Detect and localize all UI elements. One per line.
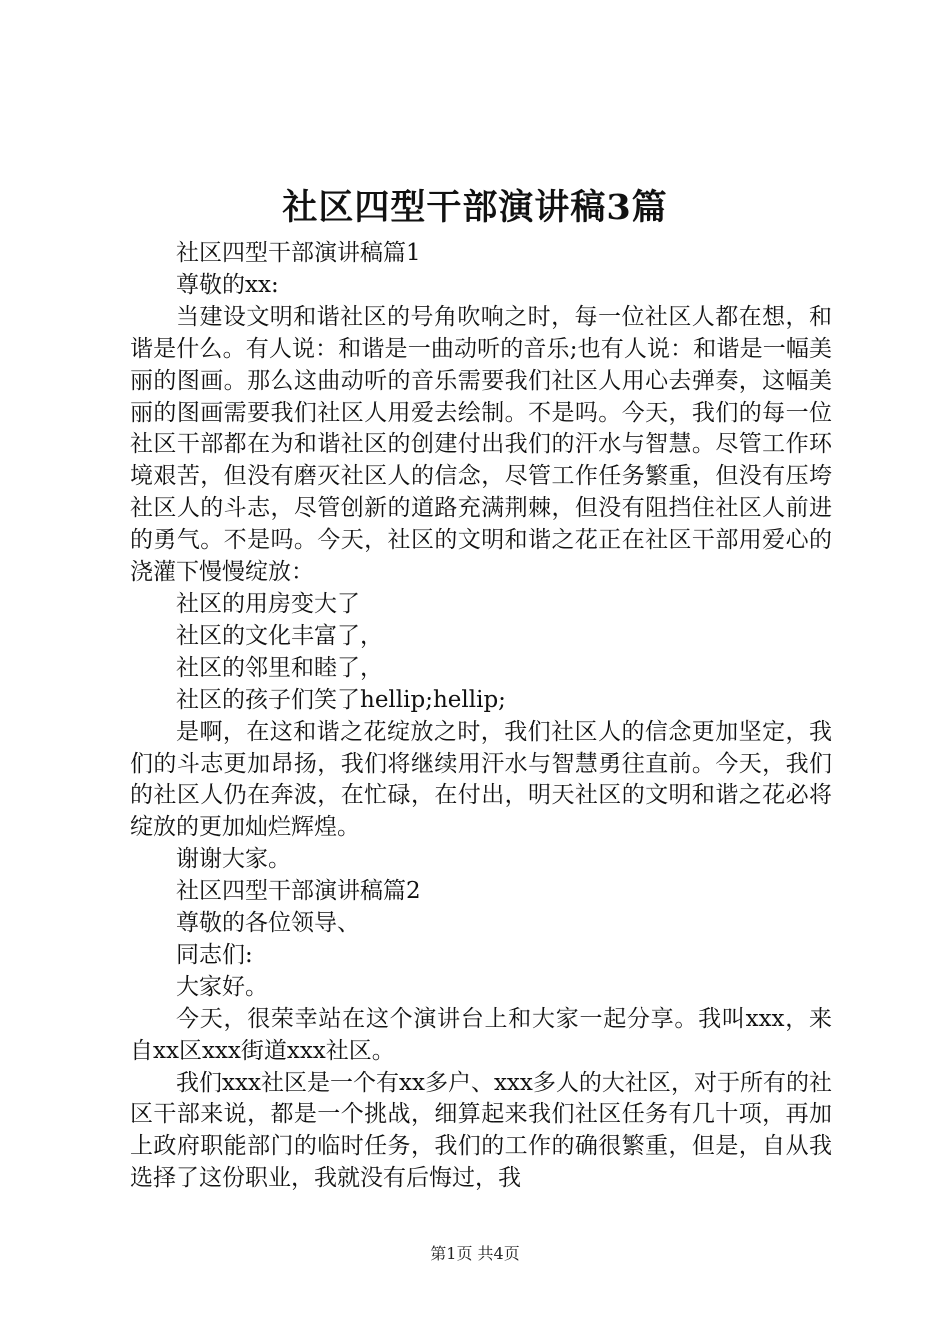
page-number-footer: 第1页 共4页	[430, 1244, 520, 1263]
closing-line: 谢谢大家。	[176, 846, 291, 873]
body-paragraph: 当建设文明和谐社区的号角吹响之时，每一位社区人都在想，和谐是什么。有人说：和谐是一曲动听的音乐;也有人说：和谐是一幅美丽的图画。那么这曲动听的音乐需要我们社区人用心去弹奏，这幅美丽的图画需要我们社区人用爱去绘制。不是吗。今天，我们的每一位社区干部都在为和谐社区的创建付出我们的汗水与智慧。尽管工作环境艰苦，但没有磨灭社区人的信念，尽管工作任务繁重，但没有压垮社区人的斗志，尽管创新的道路充满荆棘，但没有阻挡住社区人前进的勇气。不是吗。今天，社区的文明和谐之花正在社区干部用爱心的浇灌下慢慢绽放：	[130, 303, 832, 586]
document-body	[130, 238, 832, 1195]
section-heading-1: 社区四型干部演讲稿篇1	[176, 240, 421, 266]
section-heading-2: 社区四型干部演讲稿篇2	[176, 878, 421, 905]
body-paragraph: 是啊，在这和谐之花绽放之时，我们社区人的信念更加坚定，我们的斗志更加昂扬，我们将继续用汗水与智慧勇往直前。今天，我们的社区人仍在奔波，在忙碌，在付出，明天社区的文明和谐之花必将绽放的更加灿烂辉煌。	[130, 718, 832, 841]
salutation-1: 尊敬的xx:	[176, 271, 279, 298]
list-line: 社区的用房变大了	[176, 590, 360, 617]
body-paragraph: 我们xxx社区是一个有xx多户、xxx多人的大社区，对于所有的社区干部来说，都是一个挑战，细算起来我们社区任务有几十项，再加上政府职能部门的临时任务，我们的工作的确很繁重，但是，自从我选择了这份职业，我就没有后悔过，我	[130, 1069, 832, 1192]
body-paragraph: 今天，很荣幸站在这个演讲台上和大家一起分享。我叫xxx，来自xx区xxx街道xxx社区。	[130, 1005, 832, 1064]
salutation-line: 同志们:	[176, 941, 253, 968]
list-line: 社区的孩子们笑了hellip;hellip;	[176, 686, 506, 713]
document-title: 社区四型干部演讲稿3篇	[282, 187, 668, 228]
list-line: 社区的邻里和睦了，	[176, 654, 383, 681]
salutation-2: 尊敬的各位领导、	[176, 910, 360, 937]
list-line: 社区的文化丰富了，	[176, 622, 383, 649]
greeting-line: 大家好。	[176, 973, 268, 1000]
